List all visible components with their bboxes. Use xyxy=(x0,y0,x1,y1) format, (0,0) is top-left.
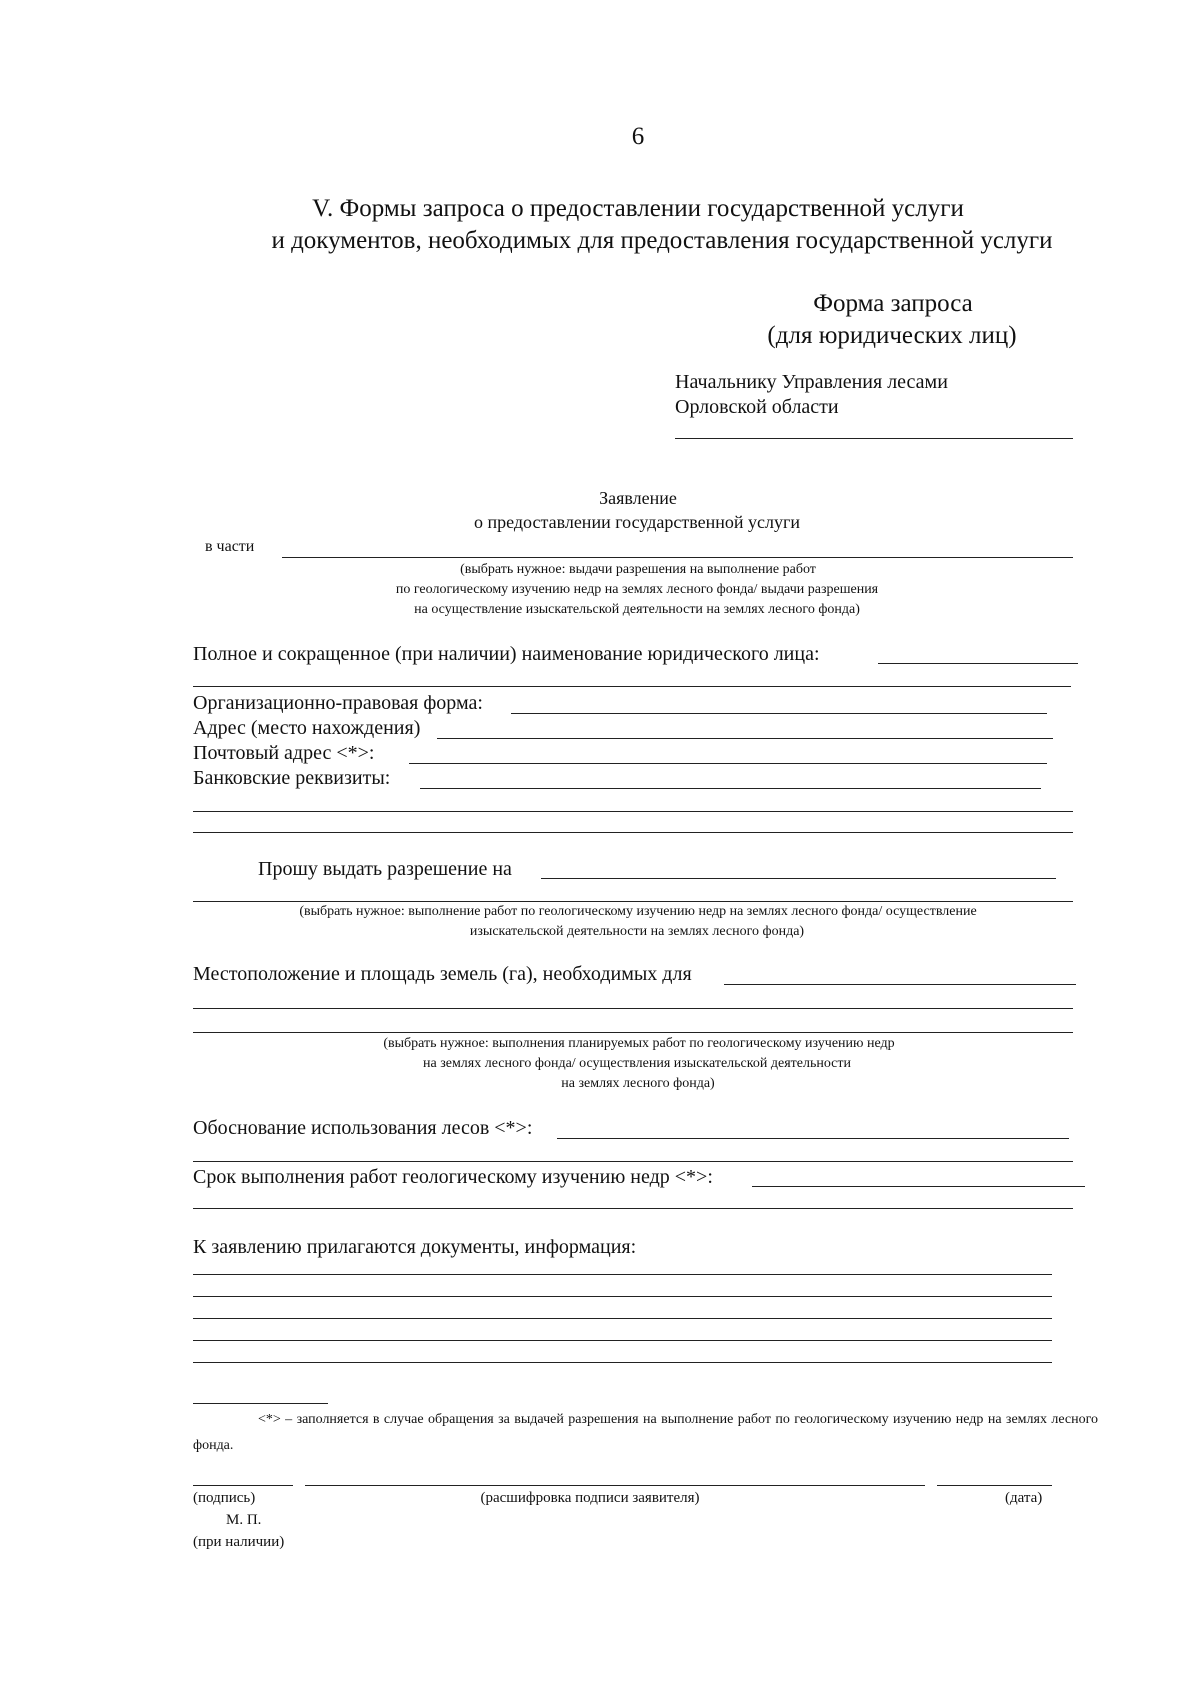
in-part-hint-line2: по геологическому изучению недр на землях лесного фонда/ выдачи разрешения xyxy=(395,582,879,597)
attachments-line-1[interactable] xyxy=(193,1274,1052,1275)
full-name-field-continued[interactable] xyxy=(193,686,1071,687)
location-hint-line1: (выбрать нужное: выполнения планируемых работ по геологическому изучению недр xyxy=(383,1036,895,1051)
deadline-field-continued[interactable] xyxy=(193,1208,1073,1209)
in-part-field[interactable] xyxy=(282,557,1073,558)
location-hint-line3: на землях лесного фонда) xyxy=(561,1076,715,1091)
signature-label: (подпись) xyxy=(193,1490,256,1506)
address-field[interactable] xyxy=(437,738,1053,739)
in-part-hint-line1: (выбрать нужное: выдачи разрешения на выполнение работ xyxy=(460,562,816,577)
signature-decode-field[interactable] xyxy=(305,1485,925,1486)
bank-details-field[interactable] xyxy=(420,788,1041,789)
page-number: 6 xyxy=(631,123,645,150)
addressee-name-field[interactable] xyxy=(675,438,1073,439)
in-part-label: в части xyxy=(205,538,255,555)
org-form-field[interactable] xyxy=(511,713,1047,714)
bank-details-field-continued-2[interactable] xyxy=(193,832,1073,833)
statement-title: Заявление xyxy=(599,488,677,508)
deadline-field[interactable] xyxy=(752,1186,1085,1187)
attachments-label: К заявлению прилагаются документы, информация: xyxy=(193,1236,637,1258)
location-field-continued-1[interactable] xyxy=(193,1008,1073,1009)
location-label: Местоположение и площадь земель (га), необходимых для xyxy=(193,963,692,985)
addressee-line2: Орловской области xyxy=(675,396,839,418)
postal-address-field[interactable] xyxy=(409,763,1047,764)
signature-decode-label: (расшифровка подписи заявителя) xyxy=(480,1490,700,1506)
in-part-hint-line3: на осуществление изыскательской деятельности на землях лесного фонда) xyxy=(414,602,860,617)
section-title-line1: V. Формы запроса о предоставлении государственной услуги xyxy=(312,195,964,222)
statement-subtitle: о предоставлении государственной услуги xyxy=(474,512,800,532)
request-field-continued[interactable] xyxy=(193,901,1073,902)
addressee-line1: Начальнику Управления лесами xyxy=(675,371,948,393)
attachments-line-2[interactable] xyxy=(193,1296,1052,1297)
attachments-line-3[interactable] xyxy=(193,1318,1052,1319)
attachments-line-4[interactable] xyxy=(193,1340,1052,1341)
justification-field[interactable] xyxy=(557,1138,1069,1139)
justification-label: Обоснование использования лесов <*>: xyxy=(193,1117,533,1139)
location-field[interactable] xyxy=(724,984,1076,985)
postal-address-label: Почтовый адрес <*>: xyxy=(193,742,375,764)
section-title-line2: и документов, необходимых для предоставления государственной услуги xyxy=(271,227,1053,254)
bank-details-field-continued-1[interactable] xyxy=(193,811,1073,812)
form-label-line2: (для юридических лиц) xyxy=(767,322,1017,349)
stamp-label: М. П. xyxy=(226,1512,262,1528)
form-label-line1: Форма запроса xyxy=(813,290,973,317)
org-form-label: Организационно-правовая форма: xyxy=(193,692,483,714)
date-field[interactable] xyxy=(937,1485,1052,1486)
location-hint-line2: на землях лесного фонда/ осуществления изыскательской деятельности xyxy=(422,1056,852,1071)
signature-field[interactable] xyxy=(193,1485,293,1486)
request-hint-line1: (выбрать нужное: выполнение работ по геологическому изучению недр на землях лесного фонда/ осуществление xyxy=(299,904,977,919)
justification-field-continued[interactable] xyxy=(193,1161,1073,1162)
bank-details-label: Банковские реквизиты: xyxy=(193,767,391,789)
stamp-note: (при наличии) xyxy=(193,1534,285,1550)
footnote-separator xyxy=(193,1403,328,1404)
request-field[interactable] xyxy=(541,878,1056,879)
attachments-line-5[interactable] xyxy=(193,1362,1052,1363)
full-name-field[interactable] xyxy=(878,663,1078,664)
location-field-continued-2[interactable] xyxy=(193,1032,1073,1033)
date-label: (дата) xyxy=(1005,1490,1043,1506)
deadline-label: Срок выполнения работ геологическому изучению недр <*>: xyxy=(193,1166,713,1188)
address-label: Адрес (место нахождения) xyxy=(193,717,421,739)
full-name-label: Полное и сокращенное (при наличии) наименование юридического лица: xyxy=(193,643,820,665)
request-label: Прошу выдать разрешение на xyxy=(258,858,512,880)
footnote-text: <*> – заполняется в случае обращения за выдачей разрешения на выполнение работ по геологическому изучению недр на землях лесного фонда. xyxy=(193,1412,1098,1453)
request-hint-line2: изыскательской деятельности на землях лесного фонда) xyxy=(469,924,805,939)
